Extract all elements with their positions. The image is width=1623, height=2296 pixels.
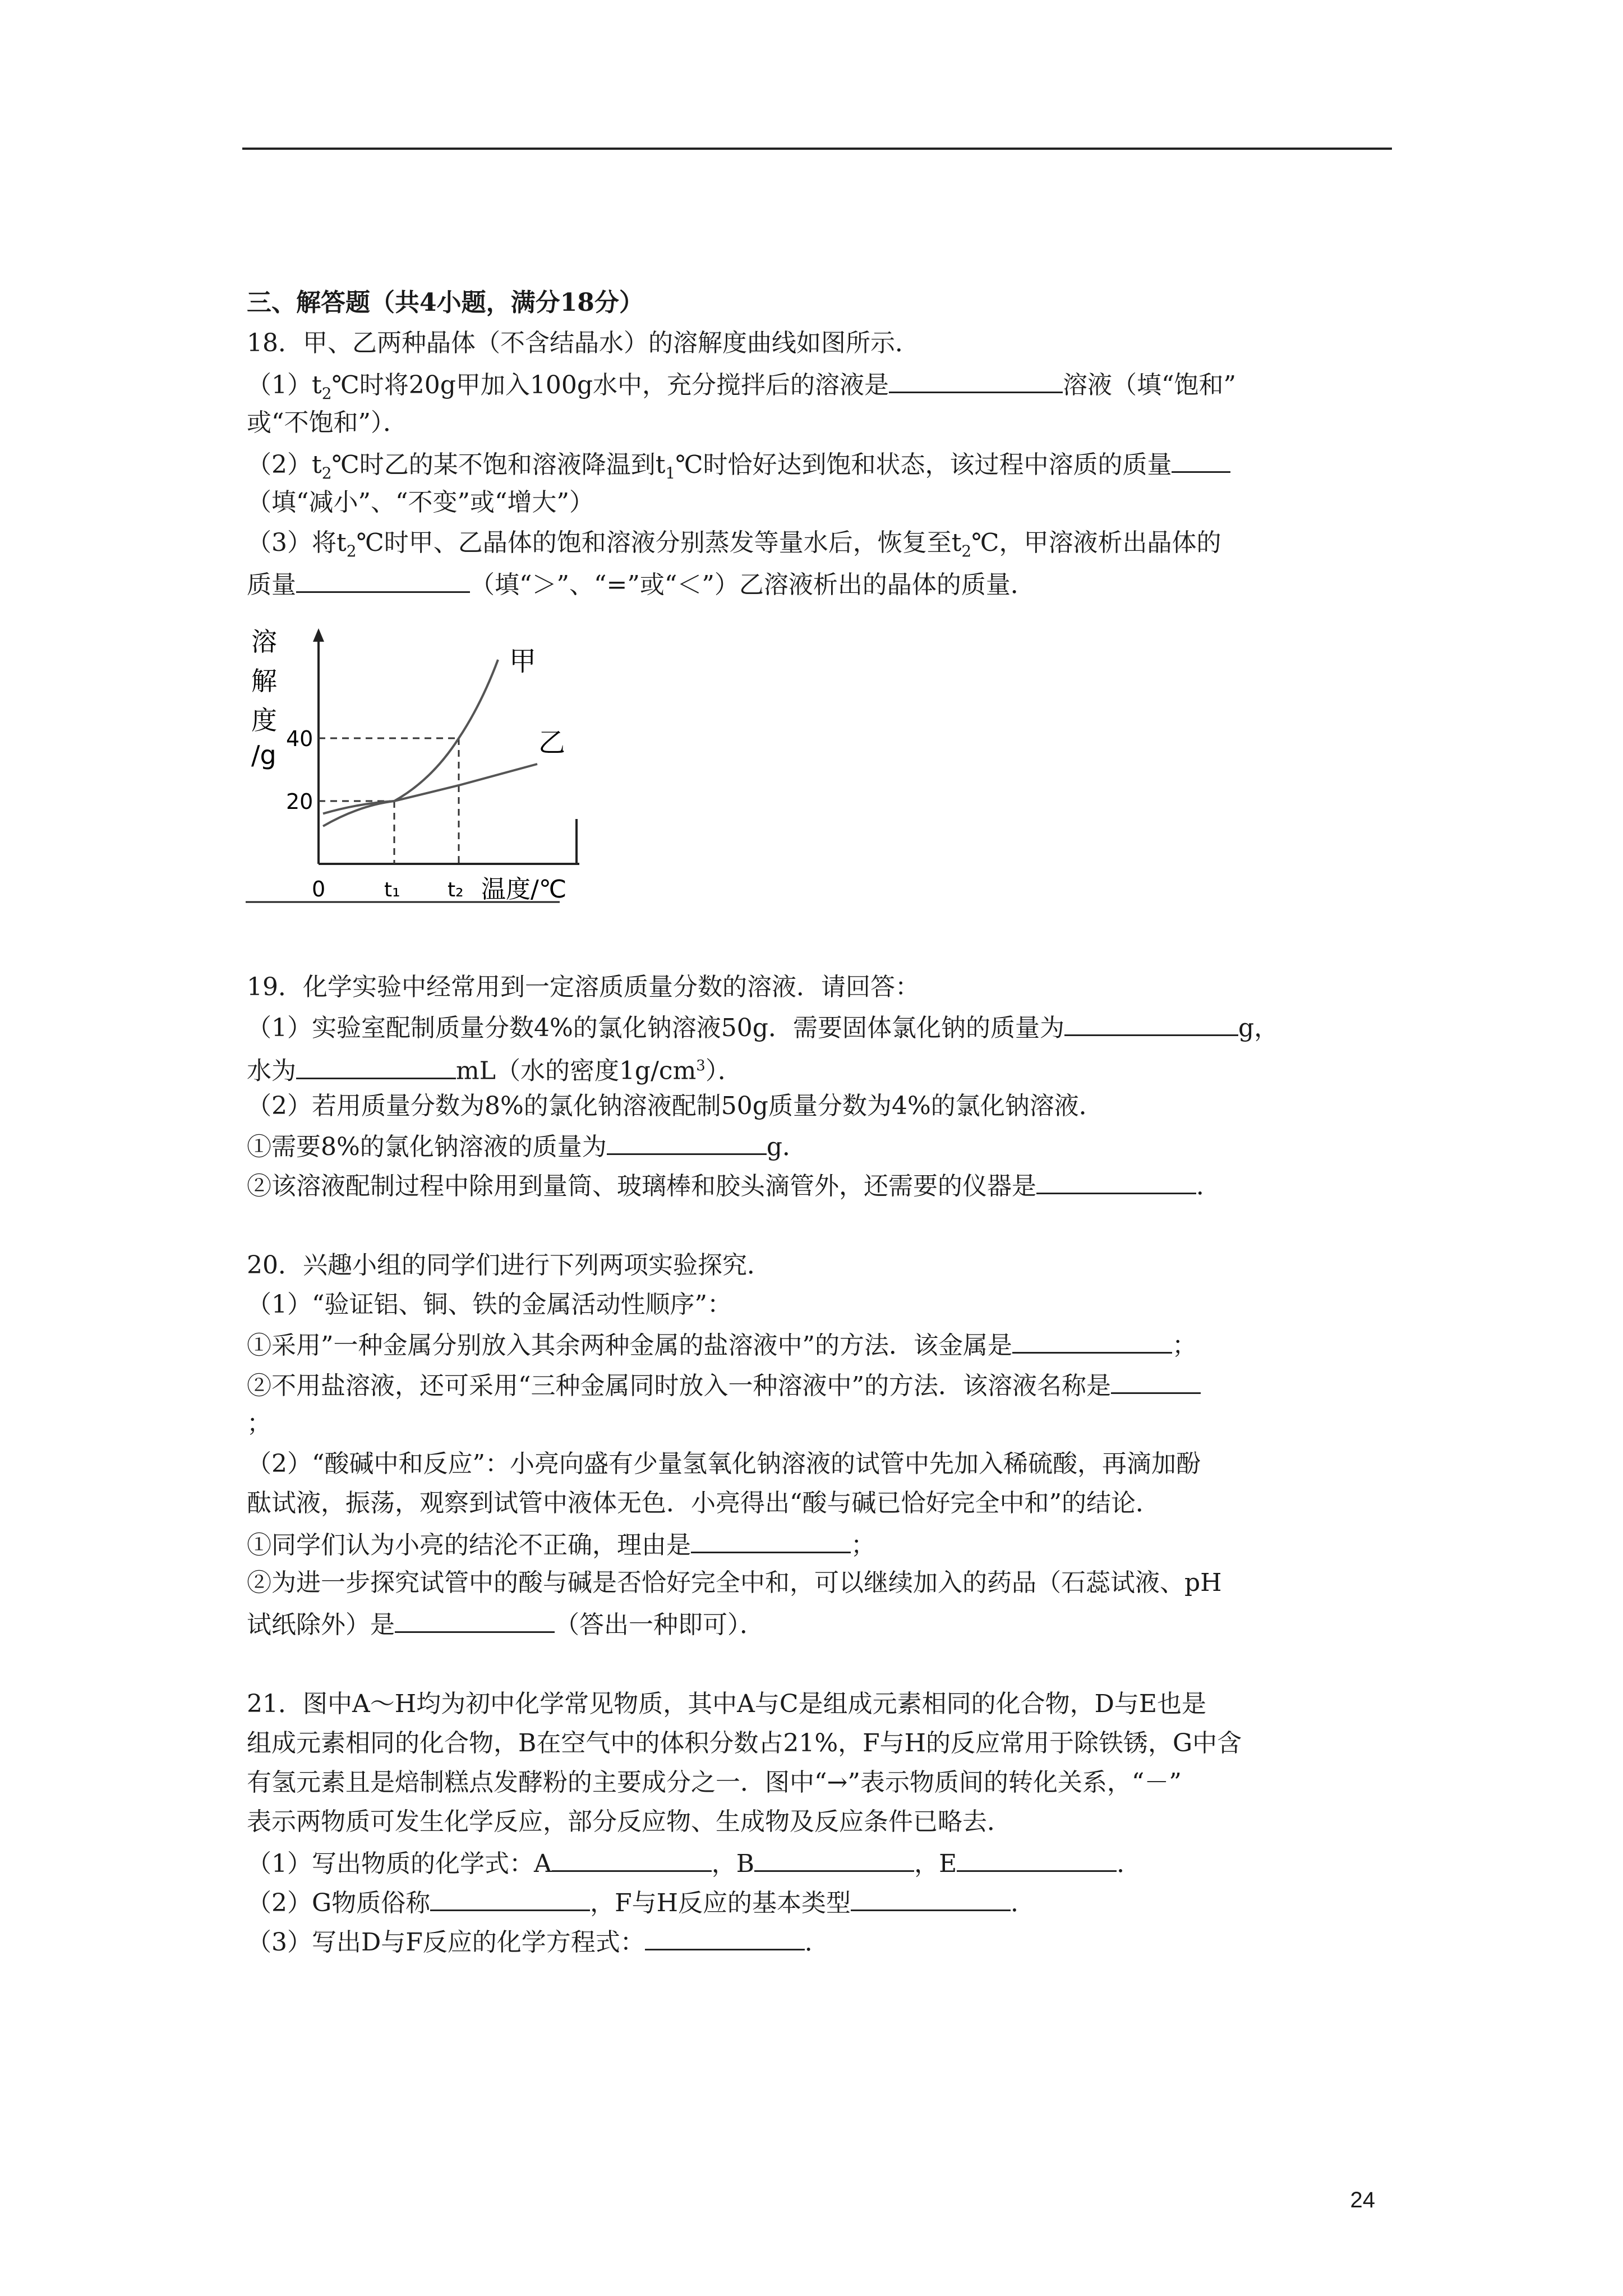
q18-part1: $(1)t_2℃$时将20g甲加入100g水中，充分搅拌后的溶液是 溶液（填“饱和” (247, 367, 1236, 411)
q19-part2-1: ①需要8%的氯化钠溶液的质量为 g． (247, 1129, 807, 1164)
legend-yi: 乙 (538, 727, 566, 758)
q18-part1-cont: 或“不饱和”）． (247, 408, 408, 437)
answer-blank[interactable] (889, 367, 1063, 393)
x-tick-0: 0 (312, 877, 326, 901)
q20-part2: （2）“酸碱中和反应”：小亮向盛有少量氢氧化钠溶液的试管中先加入稀硫酸，再滴加酚 (247, 1450, 1201, 1478)
answer-blank[interactable] (851, 1885, 1011, 1911)
q20-part2-cont: 酞试液，振荡，观察到试管中液体无色．小亮得出“酸与碱已恰好完全中和”的结论． (247, 1489, 1160, 1517)
q19-intro: 19．化学实验中经常用到一定溶质质量分数的溶液．请回答： (247, 973, 920, 1001)
answer-blank[interactable] (1172, 447, 1230, 473)
y-label-char-4: /g (251, 740, 276, 770)
q20-part1-1: ①采用”一种金属分别放入其余两种金属的盐溶液中”的方法．该金属是 ； (247, 1327, 1197, 1363)
answer-blank[interactable] (607, 1129, 767, 1155)
answer-blank[interactable] (691, 1527, 851, 1553)
q20-intro: 20．兴趣小组的同学们进行下列两项实验探究． (247, 1251, 772, 1280)
y-tick-20: 20 (286, 789, 313, 814)
q21-part1: （1）写出物质的化学式：A ，B ，E ． (247, 1846, 1141, 1881)
q20-part2-1: ①同学们认为小亮的结沦不正确，理由是 ； (247, 1527, 875, 1562)
answer-blank[interactable] (296, 567, 470, 593)
q18-part3-cont: 质量 （填“＞”、“=”或“＜”）乙溶液析出的晶体的质量． (247, 567, 1035, 602)
answer-blank[interactable] (1036, 1168, 1196, 1194)
answer-blank[interactable] (296, 1053, 456, 1079)
q18-part3: （3）将$t_2℃$时甲、乙晶体的饱和溶液分别蒸发等量水后，恢复至$t_2℃$，甲溶液析出晶体的 (247, 528, 1221, 560)
section-heading: 三、解答题（共4小题，满分18分） (247, 288, 644, 317)
y-label-char-3: 度 (251, 705, 277, 735)
x-tick-t1: t₁ (384, 878, 400, 901)
q20-part1-2-cont: ； (247, 1409, 271, 1438)
answer-blank[interactable] (552, 1846, 712, 1872)
q21-line4: 表示两物质可发生化学反应，部分反应物、生成物及反应条件已略去． (247, 1807, 1012, 1836)
q19-part2: （2）若用质量分数为8%的氯化钠溶液配制50g质量分数为4%的氯化钠溶液． (247, 1092, 1104, 1120)
y-axis-arrow (313, 628, 324, 642)
y-tick-40: 40 (286, 726, 313, 751)
answer-blank[interactable] (957, 1846, 1117, 1872)
q21-line1: 21．图中A～H均为初中化学常见物质，其中A与C是组成元素相同的化合物，D与E也是 (247, 1690, 1206, 1718)
answer-blank[interactable] (430, 1885, 590, 1911)
solubility-chart (246, 623, 582, 914)
series-jia-line (323, 660, 498, 813)
page-number: 24 (1350, 2188, 1375, 2212)
answer-blank[interactable] (645, 1924, 805, 1950)
q21-part2: （2）G物质俗称 ，F与H反应的基本类型 ． (247, 1885, 1035, 1920)
q20-part1-2: ②不用盐溶液，还可采用“三种金属同时放入一种溶液中”的方法．该溶液名称是 (247, 1368, 1201, 1403)
q21-part3: （3）写出D与F反应的化学方程式： ． (247, 1924, 829, 1959)
q20-part2-2: ②为进一步探究试管中的酸与碱是否恰好完全中和，可以继续加入的药品（石蕊试液、pH (247, 1568, 1222, 1597)
q19-part1: （1）实验室配制质量分数4%的氯化钠溶液50g．需要固体氯化钠的质量为 g， (247, 1010, 1279, 1045)
x-tick-t2: t₂ (448, 878, 464, 901)
y-label-char-2: 解 (251, 666, 277, 696)
x-axis-label: 温度/℃ (481, 875, 567, 904)
q18-part2-cont: （填“减小”、“不变”或“增大”） (247, 488, 594, 517)
answer-blank[interactable] (1111, 1368, 1201, 1394)
q19-part1-cont: 水为 mL（水的密度$1g/cm^3$）． (247, 1049, 743, 1088)
q20-part2-2-cont: 试纸除外）是 （答出一种即可）． (247, 1607, 764, 1642)
q20-part1: （1）“验证铝、铜、铁的金属活动性顺序”： (247, 1290, 732, 1319)
q18-part2: $(2)t_2℃$时乙的某不饱和溶液降温到$t_1℃$时恰好达到饱和状态，该过程中溶质的质量 (247, 447, 1230, 490)
y-label-char-1: 溶 (251, 627, 277, 657)
answer-blank[interactable] (754, 1846, 914, 1872)
q21-line2: 组成元素相同的化合物，B在空气中的体积分数占21%，F与H的反应常用于除铁锈，G中含 (247, 1729, 1242, 1757)
answer-blank[interactable] (1064, 1010, 1238, 1036)
answer-blank[interactable] (1012, 1327, 1172, 1354)
q19-part2-2: ②该溶液配制过程中除用到量筒、玻璃棒和胶头滴管外，还需要的仪器是 ． (247, 1168, 1221, 1203)
q18-intro: 18．甲、乙两种晶体（不含结晶水）的溶解度曲线如图所示． (247, 329, 920, 357)
answer-blank[interactable] (395, 1607, 555, 1633)
legend-jia: 甲 (509, 646, 537, 677)
header-rule (242, 148, 1392, 150)
q21-line3: 有氢元素且是焙制糕点发酵粉的主要成分之一．图中“→”表示物质间的转化关系，“－” (247, 1768, 1182, 1797)
